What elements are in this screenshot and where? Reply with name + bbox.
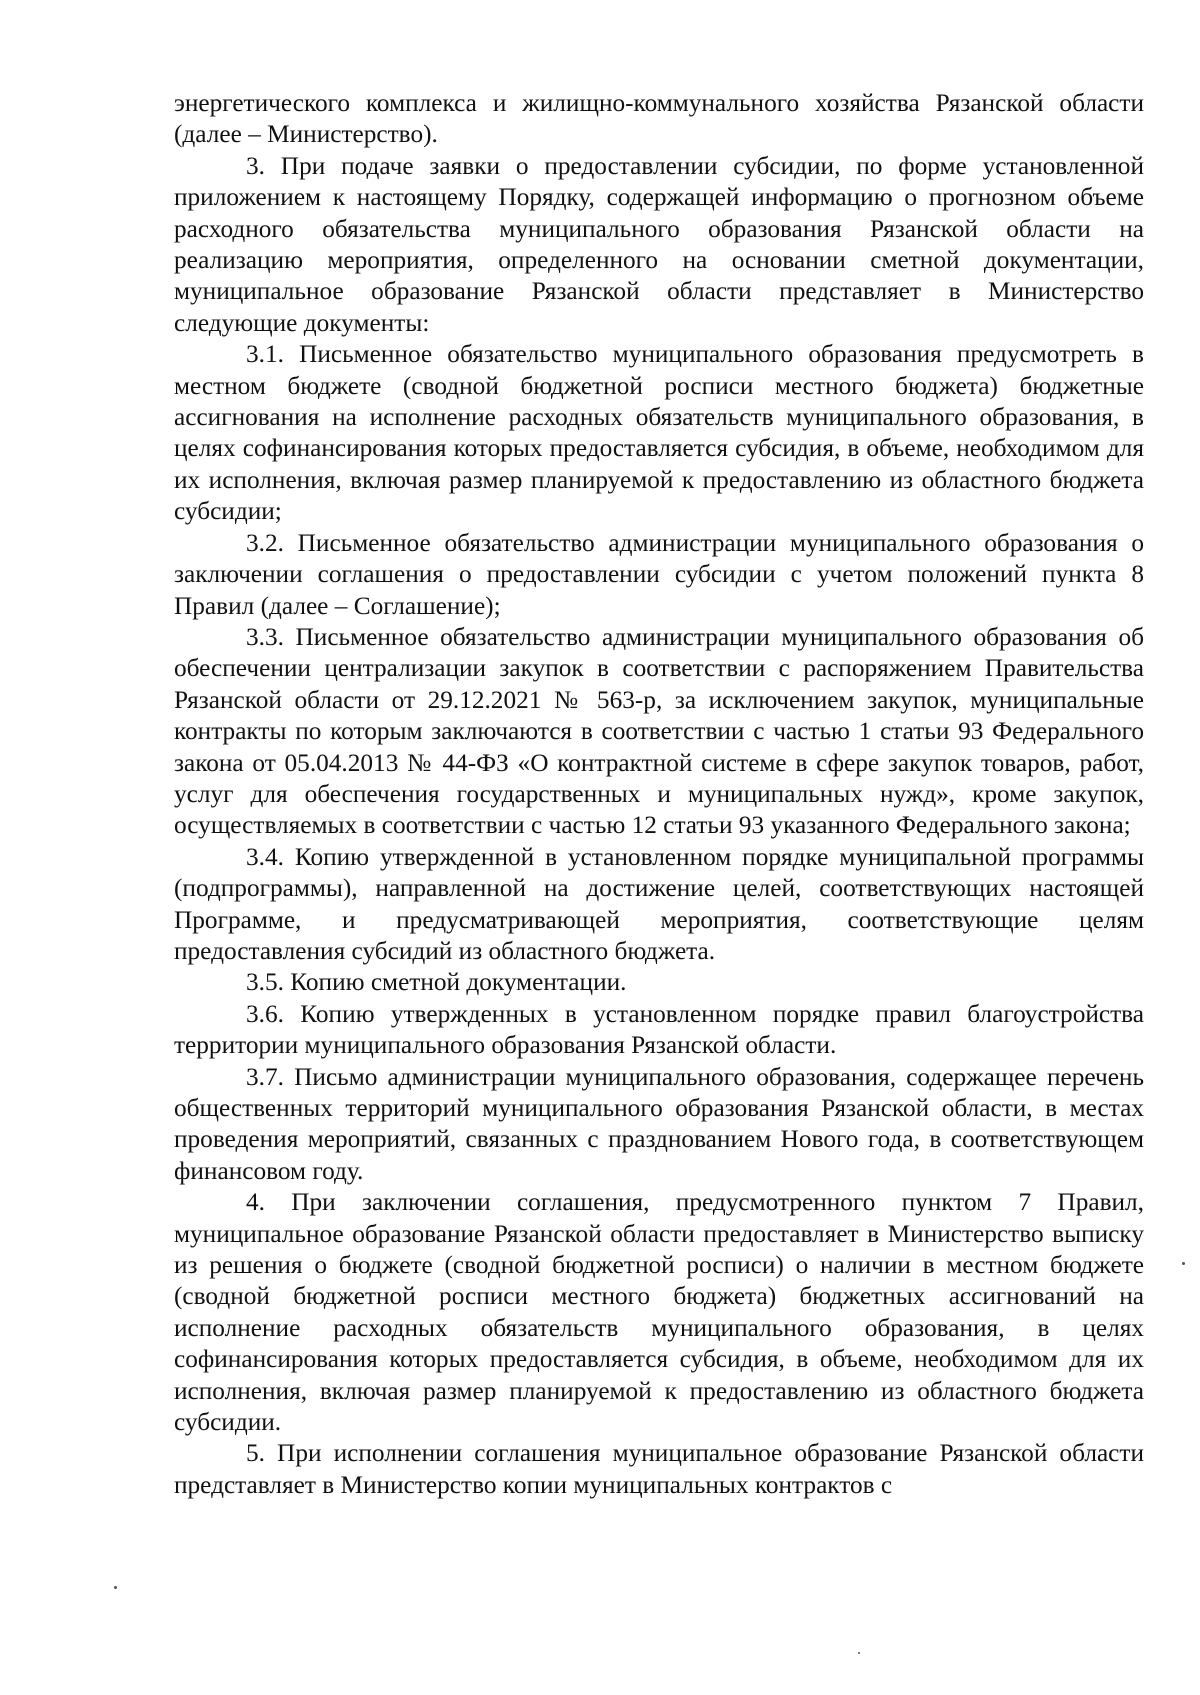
paragraph-5: 5. При исполнении соглашения муниципальное образование Рязанской области представляет в Министерство копии муниципальных контрактов с (174, 1439, 1144, 1499)
scan-speck (1182, 1262, 1185, 1265)
paragraph-3-5: 3.5. Копию сметной документации. (246, 968, 627, 997)
paragraph-3: 3. При подаче заявки о предоставлении субсидии, по форме установленной приложением к настоящему Порядку, содержащей информацию о прогнозном объеме расходного обязательства муниципального образования Рязанской области на реализацию мероприятия, определенного на основании сметной документации, муниципальное образование Рязанской области представляет в Министерство следующие документы: (174, 151, 1144, 337)
scan-speck (114, 1586, 117, 1589)
paragraph-3-1: 3.1. Письменное обязательство муниципального образования предусмотреть в местном бюджете (сводной бюджетной росписи местного бюджета) бюджетные ассигнования на исполнение расходных обязательств муниципального образования, в целях софинансирования которых предоставляется субсидия, в объеме, необходимом для их исполнения, включая размер планируемой к предоставлению из областного бюджета субсидии; (174, 340, 1144, 526)
paragraph-3-6: 3.6. Копию утвержденных в установленном порядке правил благоустройства территории муниципального образования Рязанской области. (174, 999, 1144, 1060)
paragraph-3-7: 3.7. Письмо администрации муниципального образования, содержащее перечень общественных территорий муниципального образования Рязанской области, в местах проведения мероприятий, связанных с празднованием Нового года, в соответствующем финансовом году. (174, 1062, 1144, 1185)
paragraph-3-2: 3.2. Письменное обязательство администрации муниципального образования о заключении соглашения о предоставлении субсидии с учетом положений пункта 8 Правил (далее – Соглашение); (174, 528, 1144, 620)
paragraph-4: 4. При заключении соглашения, предусмотренного пунктом 7 Правил, муниципальное образование Рязанской области предоставляет в Министерство выписку из решения о бюджете (сводной бюджетной росписи) о наличии в местном бюджете (сводной бюджетной росписи местного бюджета) бюджетных ассигнований на исполнение расходных обязательств муниципального образования, в целях софинансирования которых предоставляется субсидия, в объеме, необходимом для их исполнения, включая размер планируемой к предоставлению из областного бюджета субсидии. (174, 1188, 1144, 1437)
scan-speck (858, 1652, 860, 1654)
paragraph-continuation: энергетического комплекса и жилищно-коммунального хозяйства Рязанской области (далее – Министерство). (174, 89, 1144, 149)
document-body (174, 88, 1144, 1501)
paragraph-3-4: 3.4. Копию утвержденной в установленном порядке муниципальной программы (подпрограммы), направленной на достижение целей, соответствующих настоящей Программе, и предусматривающей мероприятия, соответствующие целям предоставления субсидий из областного бюджета. (174, 842, 1144, 965)
paragraph-3-3: 3.3. Письменное обязательство администрации муниципального образования об обеспечении централизации закупок в соответствии с распоряжением Правительства Рязанской области от 29.12.2021 № 563-р, за исключением закупок, муниципальные контракты по которым заключаются в соответствии с частью 1 статьи 93 Федерального закона от 05.04.2013 № 44-ФЗ «О контрактной системе в сфере закупок товаров, работ, услуг для обеспечения государственных и муниципальных нужд», кроме закупок, осуществляемых в соответствии с частью 12 статьи 93 указанного Федерального закона; (174, 622, 1144, 840)
